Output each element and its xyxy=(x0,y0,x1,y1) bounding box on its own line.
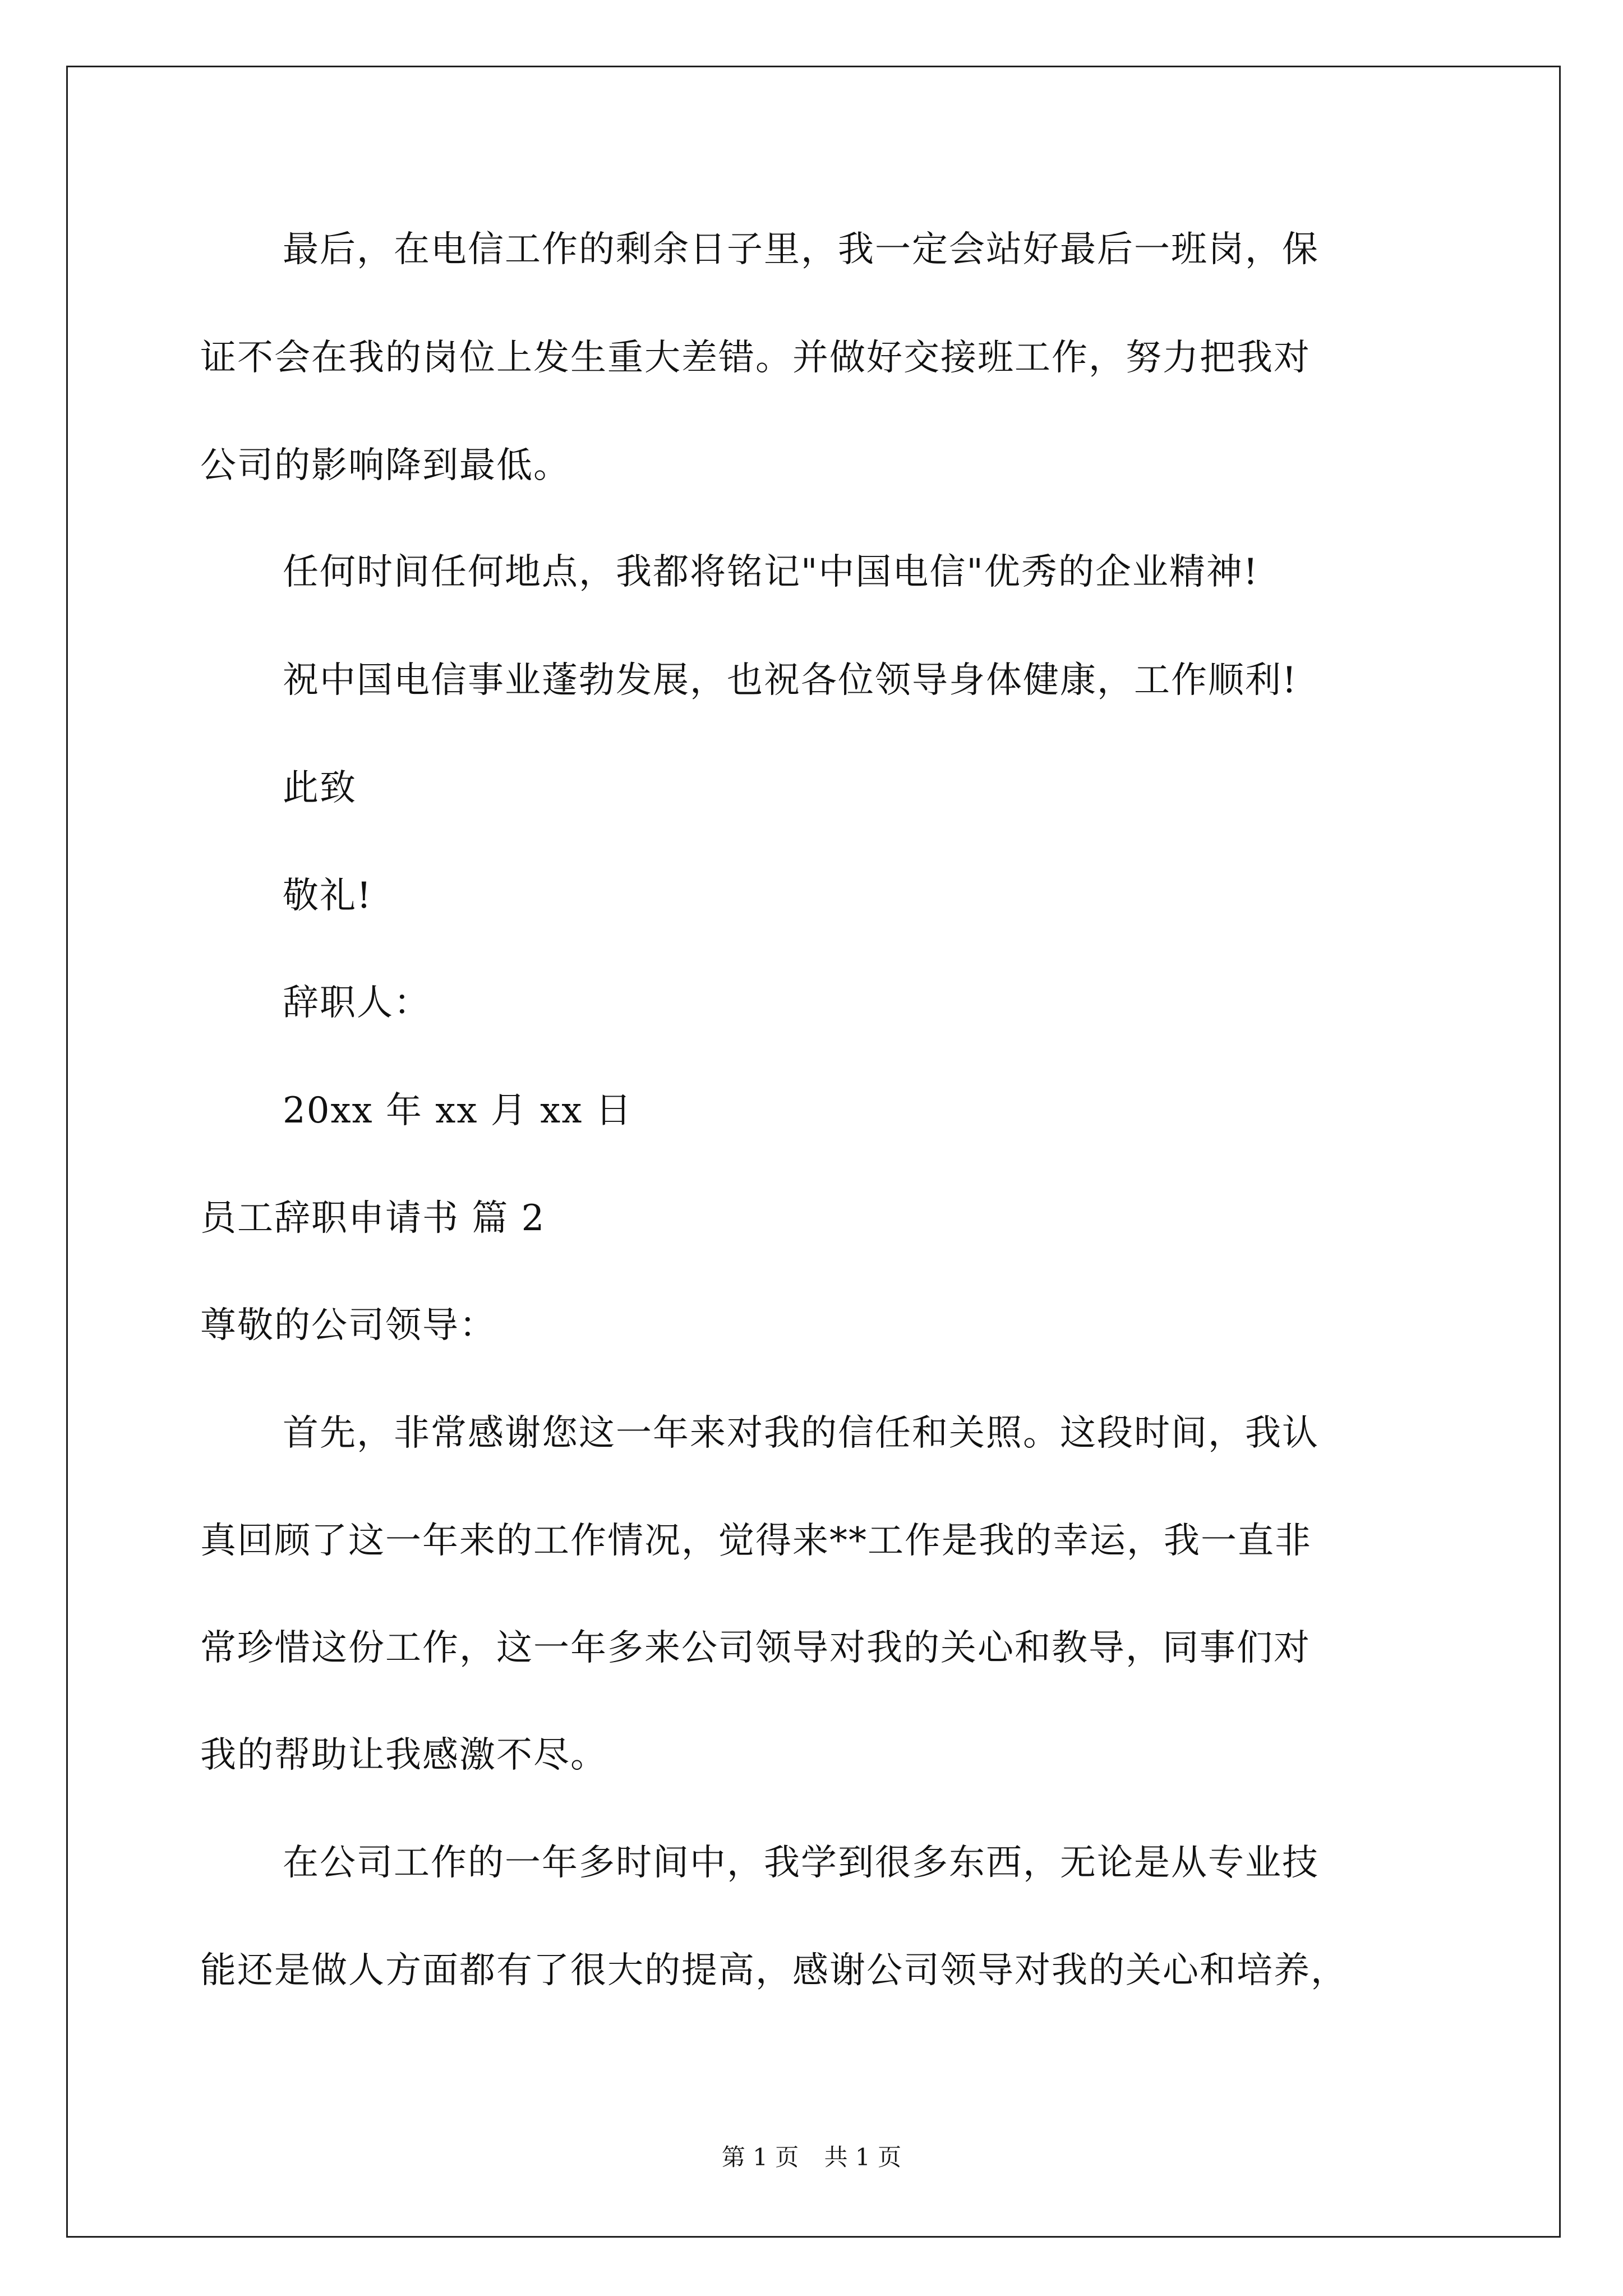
closing-regards: 敬礼! xyxy=(283,875,372,917)
closing-salutation: 此致 xyxy=(283,767,357,809)
page-total: 共 1 页 xyxy=(824,2143,902,2171)
paragraph-4-line-2: 真回顾了这一年来的工作情况，觉得来**工作是我的幸运，我一直非 xyxy=(200,1520,1312,1562)
paragraph-4-line-1: 首先，非常感谢您这一年来对我的信任和关照。这段时间，我认 xyxy=(283,1412,1319,1454)
paragraph-5-line-2: 能还是做人方面都有了很大的提高，感谢公司领导对我的关心和培养， xyxy=(200,1950,1348,1991)
paragraph-1-line-1: 最后，在电信工作的剩余日子里，我一定会站好最后一班岗，保 xyxy=(283,229,1319,270)
paragraph-1-line-3: 公司的影响降到最低。 xyxy=(200,445,570,486)
paragraph-4-line-3: 常珍惜这份工作，这一年多来公司领导对我的关心和教导，同事们对 xyxy=(200,1627,1311,1669)
paragraph-4-line-4: 我的帮助让我感激不尽。 xyxy=(200,1734,607,1776)
page-footer xyxy=(0,2142,1623,2173)
greeting: 尊敬的公司领导： xyxy=(200,1305,496,1346)
date-line: 20xx 年 xx 月 xx 日 xyxy=(283,1090,633,1131)
paragraph-2: 任何时间任何地点，我都将铭记"中国电信"优秀的企业精神! xyxy=(283,551,1259,593)
signature-label: 辞职人： xyxy=(283,982,431,1024)
paragraph-3: 祝中国电信事业蓬勃发展，也祝各位领导身体健康，工作顺利! xyxy=(283,660,1298,701)
paragraph-1-line-2: 证不会在我的岗位上发生重大差错。并做好交接班工作，努力把我对 xyxy=(200,337,1311,379)
paragraph-5-line-1: 在公司工作的一年多时间中，我学到很多东西，无论是从专业技 xyxy=(283,1842,1319,1884)
page-number: 第 1 页 xyxy=(721,2143,799,2171)
page-border xyxy=(66,66,1561,2238)
section-heading: 员工辞职申请书 篇 2 xyxy=(200,1198,546,1239)
